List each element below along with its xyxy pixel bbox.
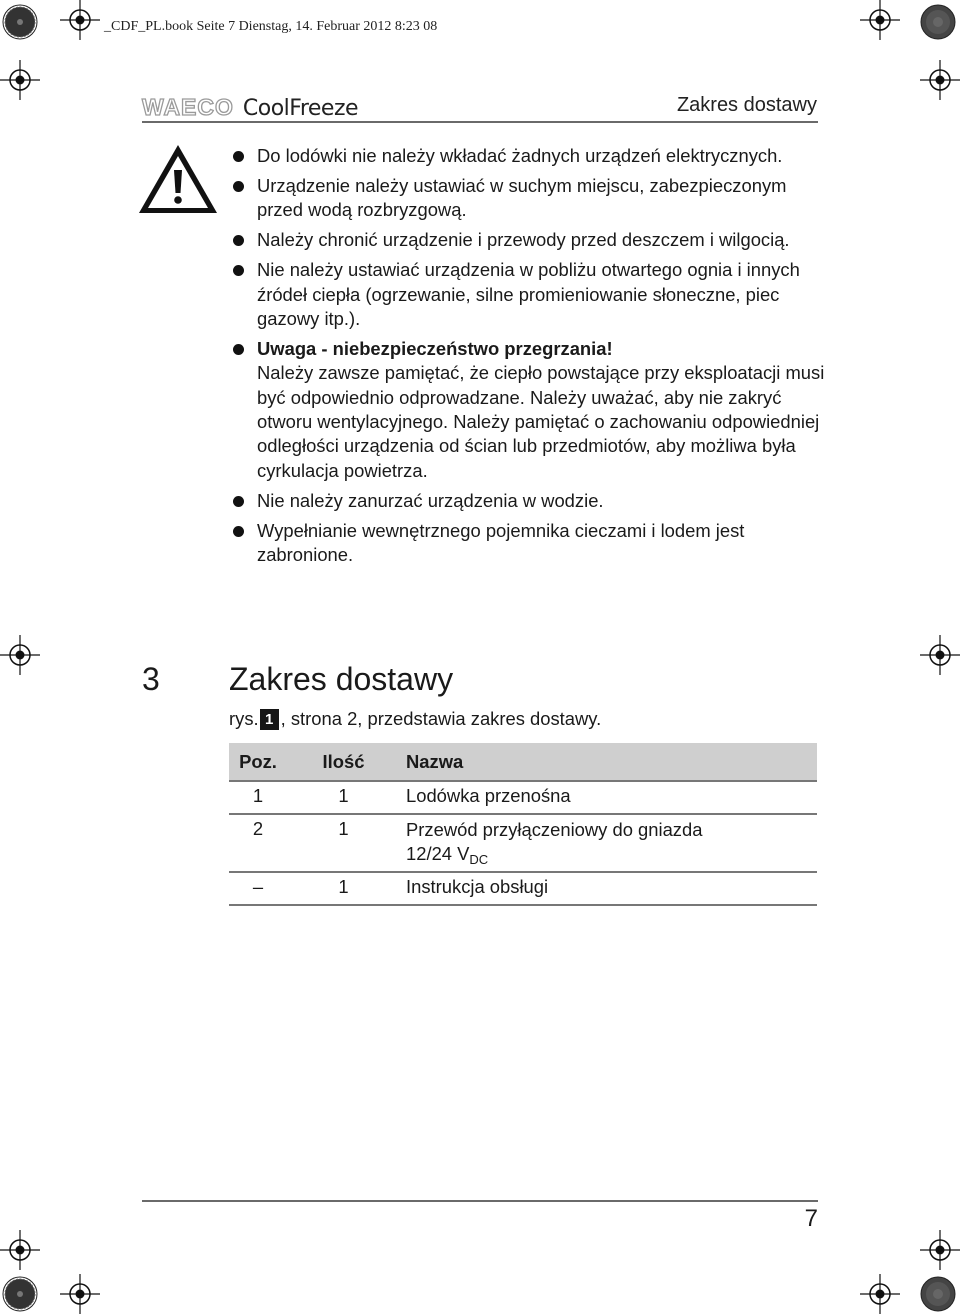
list-item bbox=[230, 228, 830, 252]
list-item-text: Należy zawsze pamiętać, że ciepło powstające przy eksploatacji musi być odpowiednio odprowadzane. Należy uważać, aby nie zakryć otworu wentylacyjnego. Należy pamiętać o zachowaniu odpowiedniej odległości urządzenia od ścian lub przedmiotów, aby możliwa była cyrkulacja powietrza. bbox=[257, 362, 825, 481]
brand-logo-product: CoolFreeze bbox=[242, 96, 359, 121]
color-bar-mark-icon bbox=[920, 1276, 956, 1312]
cell-name: Lodówka przenośna bbox=[406, 785, 571, 806]
cell-name bbox=[400, 816, 817, 872]
cell-name: Instrukcja obsługi bbox=[406, 876, 549, 897]
print-slug: _CDF_PL.book Seite 7 Dienstag, 14. Februar 2012 8:23 08 bbox=[104, 19, 438, 34]
bullet-icon bbox=[233, 496, 244, 507]
cell-quantity: 1 bbox=[338, 818, 349, 839]
list-item bbox=[230, 258, 830, 331]
color-bar-mark-icon bbox=[2, 1276, 38, 1312]
list-item bbox=[230, 144, 830, 168]
cell-quantity: 1 bbox=[338, 876, 349, 897]
registration-mark-icon bbox=[860, 1274, 900, 1314]
cell-position: 2 bbox=[252, 818, 264, 839]
list-item-text: Nie należy ustawiać urządzenia w pobliżu otwartego ognia i innych źródeł ciepła (ogrzewanie, silne promieniowanie słoneczne, piec gazowy itp.). bbox=[257, 259, 800, 329]
bullet-icon bbox=[233, 181, 244, 192]
list-item bbox=[230, 337, 830, 483]
cell-quantity: 1 bbox=[338, 785, 349, 806]
list-item-text: Należy chronić urządzenie i przewody przed deszczem i wilgocią. bbox=[257, 229, 790, 251]
delivery-scope-table bbox=[229, 743, 817, 906]
list-item-text: Wypełnianie wewnętrznego pojemnika cieczami i lodem jest zabronione. bbox=[257, 519, 745, 566]
section-title: Zakres dostawy bbox=[229, 661, 454, 697]
list-item bbox=[230, 489, 830, 513]
registration-mark-icon bbox=[920, 635, 960, 675]
table-row bbox=[229, 873, 817, 906]
color-bar-mark-icon bbox=[920, 4, 956, 40]
list-item-text: Do lodówki nie należy wkładać żadnych urządzeń elektrycznych. bbox=[257, 145, 783, 166]
cell-name-subscript: DC bbox=[469, 852, 489, 867]
section-number: 3 bbox=[142, 661, 160, 697]
figure-reference-badge: 1 bbox=[260, 709, 279, 730]
cell-name-line2: 12/24 V bbox=[406, 843, 470, 864]
registration-mark-icon bbox=[0, 60, 40, 100]
warning-triangle-icon bbox=[137, 143, 219, 215]
registration-mark-icon bbox=[0, 635, 40, 675]
cell-position: 1 bbox=[252, 785, 264, 806]
intro-prefix: rys. bbox=[229, 708, 259, 729]
intro-suffix: , strona 2, przedstawia zakres dostawy. bbox=[280, 708, 602, 729]
column-header-name: Nazwa bbox=[406, 750, 464, 772]
registration-mark-icon bbox=[60, 0, 100, 40]
brand-logo bbox=[142, 94, 358, 124]
table-row bbox=[229, 780, 817, 815]
bullet-icon bbox=[233, 344, 244, 355]
running-header-title: Zakres dostawy bbox=[676, 94, 817, 116]
registration-mark-icon bbox=[860, 0, 900, 40]
list-item bbox=[230, 519, 830, 568]
list-item-text: Nie należy zanurzać urządzenia w wodzie. bbox=[257, 489, 604, 511]
cell-name-line1: Przewód przyłączeniowy do gniazda bbox=[406, 819, 703, 840]
registration-mark-icon bbox=[920, 60, 960, 100]
table-header bbox=[229, 743, 817, 780]
bullet-icon bbox=[233, 526, 244, 537]
safety-instructions-list bbox=[230, 144, 830, 573]
column-header-quantity: Ilość bbox=[322, 750, 365, 772]
footer-divider bbox=[142, 1200, 818, 1202]
column-header-position: Poz. bbox=[239, 750, 277, 772]
cell-position: – bbox=[252, 876, 264, 897]
bullet-icon bbox=[233, 151, 244, 162]
bullet-icon bbox=[233, 265, 244, 276]
header-divider bbox=[142, 121, 818, 123]
registration-mark-icon bbox=[0, 1230, 40, 1270]
list-item bbox=[230, 174, 830, 223]
table-row bbox=[229, 815, 817, 873]
registration-mark-icon bbox=[920, 1230, 960, 1270]
brand-logo-waeco: WAECO bbox=[142, 94, 234, 120]
list-item-text: Urządzenie należy ustawiać w suchym miejscu, zabezpieczonym przed wodą rozbryzgową. bbox=[257, 174, 787, 221]
section-intro bbox=[229, 708, 601, 730]
overheating-warning-heading: Uwaga - niebezpieczeństwo przegrzania! bbox=[257, 337, 613, 359]
page-number: 7 bbox=[804, 1205, 818, 1232]
registration-mark-icon bbox=[60, 1274, 100, 1314]
bullet-icon bbox=[233, 235, 244, 246]
color-bar-mark-icon bbox=[2, 4, 38, 40]
